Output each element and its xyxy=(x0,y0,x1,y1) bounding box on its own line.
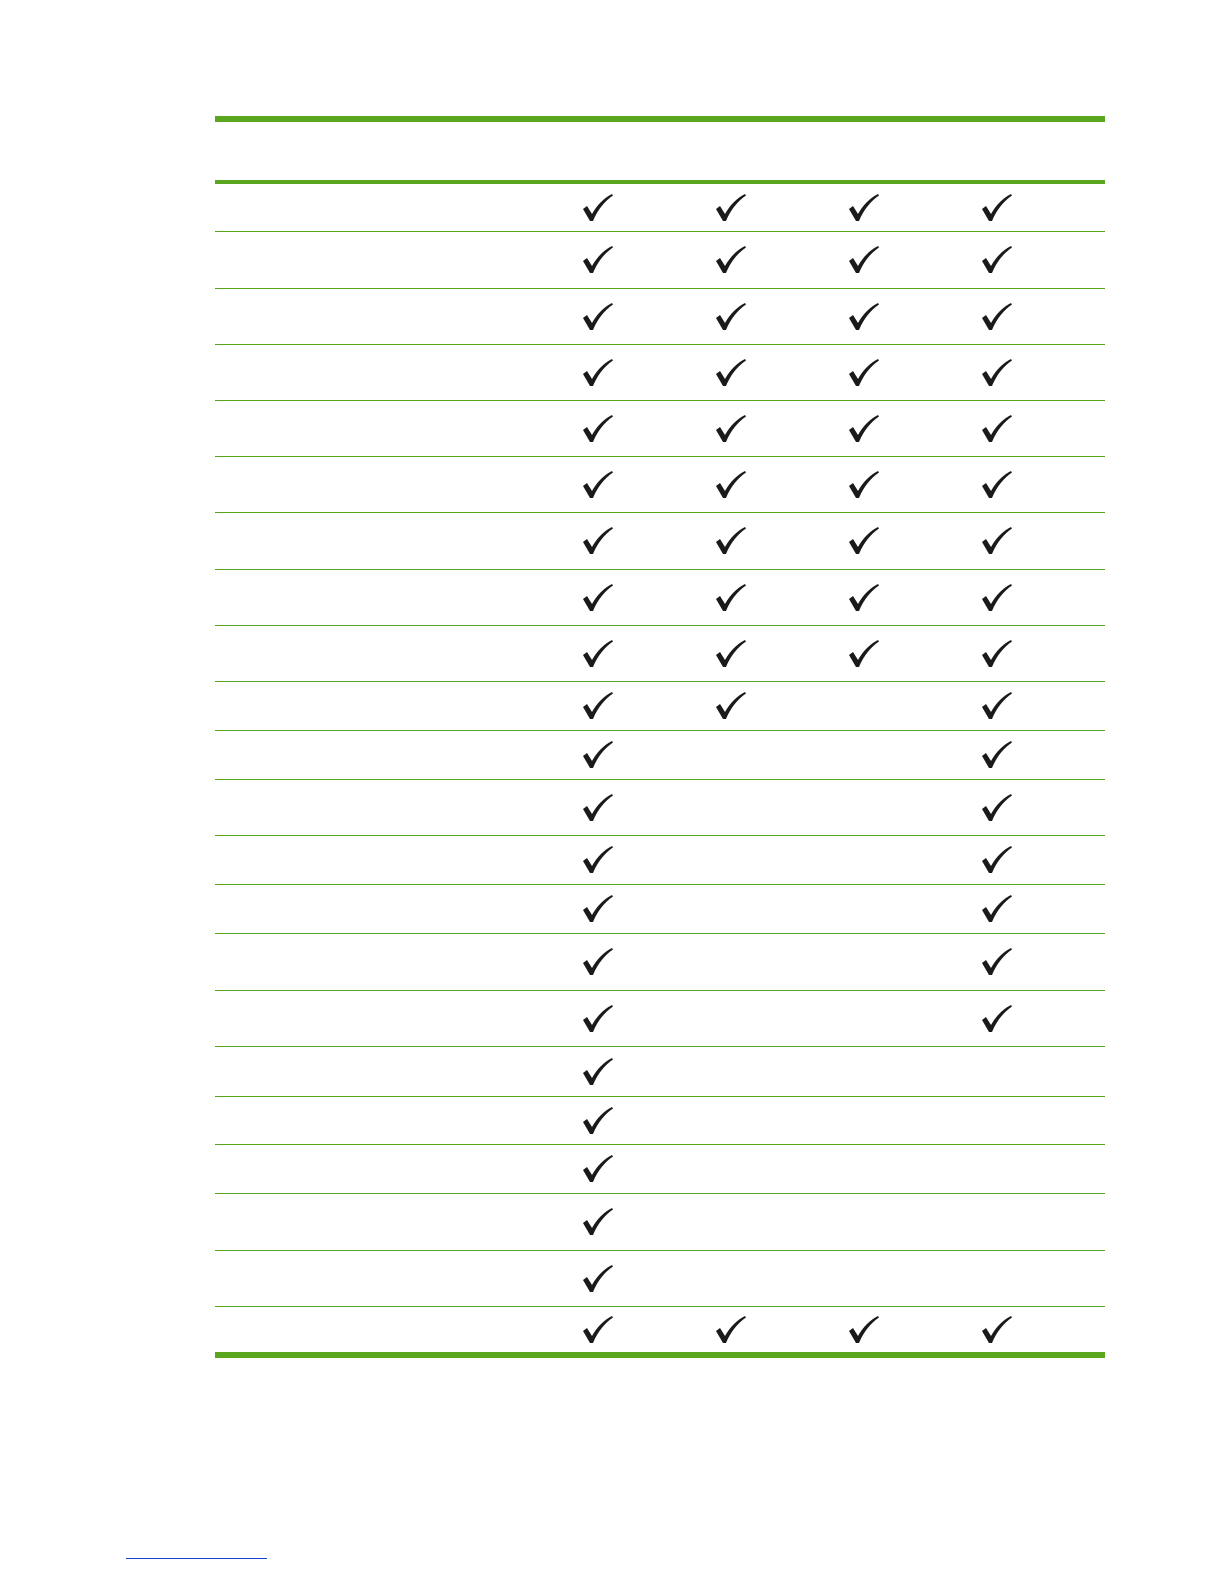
check-icon xyxy=(713,358,747,388)
check-icon xyxy=(846,639,880,669)
check-icon xyxy=(713,414,747,444)
check-cell xyxy=(560,836,693,884)
check-icon xyxy=(979,793,1013,823)
table-row xyxy=(215,401,1105,457)
check-icon xyxy=(846,470,880,500)
check-cell xyxy=(959,232,1092,288)
check-cell xyxy=(959,1307,1092,1352)
check-icon xyxy=(580,414,614,444)
check-cell xyxy=(560,457,693,512)
check-icon xyxy=(580,894,614,924)
check-cell xyxy=(959,626,1092,681)
check-cell xyxy=(826,184,959,231)
row-label-cell xyxy=(215,885,560,933)
check-cell xyxy=(826,1047,959,1096)
check-cell xyxy=(560,570,693,625)
check-cell xyxy=(959,570,1092,625)
check-cell xyxy=(560,626,693,681)
check-icon xyxy=(713,302,747,332)
check-cell xyxy=(959,682,1092,730)
check-icon xyxy=(580,1315,614,1345)
check-cell xyxy=(693,885,826,933)
check-icon xyxy=(846,526,880,556)
check-cell xyxy=(693,232,826,288)
row-label-cell xyxy=(215,232,560,288)
check-icon xyxy=(580,302,614,332)
table-row xyxy=(215,1251,1105,1307)
check-icon xyxy=(979,470,1013,500)
check-cell xyxy=(560,934,693,990)
check-cell xyxy=(826,401,959,456)
check-cell xyxy=(693,836,826,884)
check-icon xyxy=(979,947,1013,977)
check-cell xyxy=(693,1194,826,1250)
check-icon xyxy=(713,193,747,223)
row-label-cell xyxy=(215,1145,560,1193)
check-cell xyxy=(560,289,693,344)
check-icon xyxy=(979,845,1013,875)
row-label-cell xyxy=(215,289,560,344)
check-cell xyxy=(560,1047,693,1096)
check-icon xyxy=(580,470,614,500)
check-cell xyxy=(693,934,826,990)
check-icon xyxy=(979,245,1013,275)
check-cell xyxy=(826,626,959,681)
table-row xyxy=(215,836,1105,885)
row-label-cell xyxy=(215,1097,560,1144)
check-cell xyxy=(560,885,693,933)
table-row xyxy=(215,457,1105,513)
check-cell xyxy=(826,232,959,288)
check-cell xyxy=(826,570,959,625)
row-label-cell xyxy=(215,513,560,569)
check-cell xyxy=(560,682,693,730)
check-cell xyxy=(826,934,959,990)
row-label-cell xyxy=(215,780,560,835)
table-row xyxy=(215,626,1105,682)
table-header-row xyxy=(215,122,1105,184)
check-cell xyxy=(959,1145,1092,1193)
check-cell xyxy=(693,513,826,569)
check-icon xyxy=(846,1315,880,1345)
check-cell xyxy=(959,885,1092,933)
check-cell xyxy=(826,885,959,933)
check-cell xyxy=(560,345,693,400)
row-label-cell xyxy=(215,991,560,1046)
check-cell xyxy=(959,934,1092,990)
table-row xyxy=(215,1307,1105,1358)
check-icon xyxy=(979,894,1013,924)
row-label-cell xyxy=(215,836,560,884)
check-icon xyxy=(580,845,614,875)
check-cell xyxy=(693,457,826,512)
check-icon xyxy=(979,302,1013,332)
check-cell xyxy=(693,184,826,231)
table-row xyxy=(215,513,1105,570)
table-body xyxy=(215,184,1105,1358)
check-cell xyxy=(959,513,1092,569)
check-icon xyxy=(979,583,1013,613)
row-label-cell xyxy=(215,345,560,400)
check-cell xyxy=(959,345,1092,400)
check-cell xyxy=(560,401,693,456)
check-cell xyxy=(693,626,826,681)
check-cell xyxy=(959,836,1092,884)
check-cell xyxy=(959,1194,1092,1250)
check-cell xyxy=(959,1047,1092,1096)
check-cell xyxy=(560,513,693,569)
check-icon xyxy=(846,245,880,275)
table-row xyxy=(215,570,1105,626)
row-label-cell xyxy=(215,731,560,779)
check-icon xyxy=(580,1106,614,1136)
footer-link-underline[interactable] xyxy=(126,1558,267,1559)
check-cell xyxy=(560,1307,693,1352)
check-cell xyxy=(560,184,693,231)
check-cell xyxy=(959,1097,1092,1144)
check-icon xyxy=(580,691,614,721)
table-row xyxy=(215,1194,1105,1251)
check-cell xyxy=(693,682,826,730)
check-cell xyxy=(693,401,826,456)
check-cell xyxy=(560,1194,693,1250)
row-label-cell xyxy=(215,1047,560,1096)
check-cell xyxy=(826,1251,959,1306)
row-label-cell xyxy=(215,626,560,681)
row-label-cell xyxy=(215,1251,560,1306)
check-cell xyxy=(693,1307,826,1352)
check-cell xyxy=(693,345,826,400)
check-icon xyxy=(713,639,747,669)
row-label-cell xyxy=(215,682,560,730)
table-row xyxy=(215,934,1105,991)
check-cell xyxy=(826,1307,959,1352)
check-cell xyxy=(959,401,1092,456)
check-icon xyxy=(979,691,1013,721)
check-icon xyxy=(580,1154,614,1184)
check-icon xyxy=(713,245,747,275)
check-cell xyxy=(826,457,959,512)
check-cell xyxy=(959,991,1092,1046)
check-cell xyxy=(693,731,826,779)
table-row xyxy=(215,991,1105,1047)
check-cell xyxy=(560,1145,693,1193)
check-cell xyxy=(826,731,959,779)
check-cell xyxy=(693,780,826,835)
check-cell xyxy=(826,1097,959,1144)
check-cell xyxy=(693,1145,826,1193)
row-label-cell xyxy=(215,1307,560,1352)
check-icon xyxy=(846,302,880,332)
check-cell xyxy=(560,780,693,835)
check-icon xyxy=(580,740,614,770)
check-icon xyxy=(979,526,1013,556)
check-icon xyxy=(580,245,614,275)
check-icon xyxy=(979,414,1013,444)
table-row xyxy=(215,780,1105,836)
check-cell xyxy=(826,1145,959,1193)
check-icon xyxy=(979,193,1013,223)
check-cell xyxy=(560,1251,693,1306)
check-cell xyxy=(693,1251,826,1306)
check-icon xyxy=(713,691,747,721)
check-icon xyxy=(580,1004,614,1034)
check-cell xyxy=(560,991,693,1046)
check-cell xyxy=(826,682,959,730)
table-row xyxy=(215,345,1105,401)
row-label-cell xyxy=(215,457,560,512)
check-cell xyxy=(959,780,1092,835)
table-row xyxy=(215,885,1105,934)
row-label-cell xyxy=(215,570,560,625)
row-label-cell xyxy=(215,184,560,231)
check-icon xyxy=(713,583,747,613)
check-cell xyxy=(959,1251,1092,1306)
check-icon xyxy=(713,1315,747,1345)
check-cell xyxy=(693,570,826,625)
table-row xyxy=(215,1145,1105,1194)
check-icon xyxy=(580,583,614,613)
row-label-cell xyxy=(215,401,560,456)
check-cell xyxy=(693,1047,826,1096)
check-cell xyxy=(826,836,959,884)
table-row xyxy=(215,184,1105,232)
table-row xyxy=(215,1047,1105,1097)
check-icon xyxy=(580,1264,614,1294)
check-cell xyxy=(959,731,1092,779)
check-icon xyxy=(580,193,614,223)
check-cell xyxy=(826,513,959,569)
check-cell xyxy=(826,991,959,1046)
check-cell xyxy=(959,184,1092,231)
check-icon xyxy=(979,639,1013,669)
check-cell xyxy=(560,731,693,779)
check-icon xyxy=(846,358,880,388)
check-cell xyxy=(693,1097,826,1144)
check-icon xyxy=(580,1207,614,1237)
check-cell xyxy=(959,457,1092,512)
check-cell xyxy=(560,232,693,288)
check-icon xyxy=(580,639,614,669)
check-cell xyxy=(826,1194,959,1250)
check-icon xyxy=(713,470,747,500)
check-cell xyxy=(693,991,826,1046)
check-cell xyxy=(826,289,959,344)
check-icon xyxy=(580,793,614,823)
table-row xyxy=(215,682,1105,731)
check-icon xyxy=(846,583,880,613)
check-cell xyxy=(560,1097,693,1144)
row-label-cell xyxy=(215,934,560,990)
table-row xyxy=(215,232,1105,289)
check-icon xyxy=(580,1057,614,1087)
check-icon xyxy=(846,193,880,223)
check-icon xyxy=(979,1004,1013,1034)
check-icon xyxy=(979,1315,1013,1345)
check-cell xyxy=(826,345,959,400)
table-row xyxy=(215,1097,1105,1145)
table-row xyxy=(215,289,1105,345)
check-cell xyxy=(959,289,1092,344)
check-cell xyxy=(826,780,959,835)
check-icon xyxy=(580,358,614,388)
table-row xyxy=(215,731,1105,780)
check-cell xyxy=(693,289,826,344)
feature-support-table xyxy=(215,116,1105,1358)
check-icon xyxy=(580,526,614,556)
check-icon xyxy=(580,947,614,977)
check-icon xyxy=(846,414,880,444)
check-icon xyxy=(979,358,1013,388)
check-icon xyxy=(713,526,747,556)
check-icon xyxy=(979,740,1013,770)
row-label-cell xyxy=(215,1194,560,1250)
